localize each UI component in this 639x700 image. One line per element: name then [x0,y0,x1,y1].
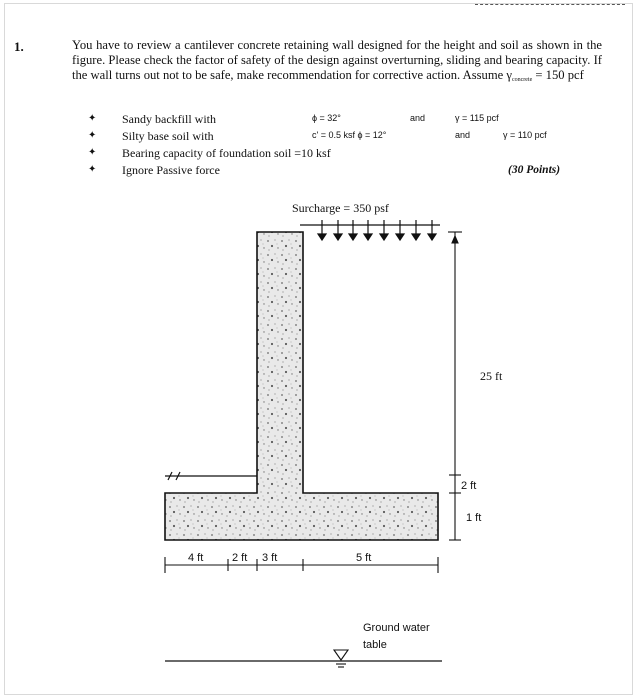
bullet-icon: ✦ [88,113,97,124]
bullet-silty-label: Silty base soil with [122,129,214,143]
width-label-stem-lower: 2 ft [232,552,248,564]
width-label-heel: 5 ft [356,552,372,564]
bullet-sandy-phi: ϕ = 32° [312,113,341,123]
surcharge-label: Surcharge = 350 psf [292,201,389,215]
width-dimension [165,557,438,573]
gamma-value: = 150 pcf [532,68,584,82]
bullet-silty-and: and [455,130,471,140]
bullet-icon: ✦ [88,130,97,141]
bullet-sandy-and: and [410,113,426,123]
retaining-wall-concrete [165,232,438,540]
upper-dim-label: 2 ft [461,480,477,492]
bullet-icon: ✦ [88,147,97,158]
bullet-silty-gamma: γ = 110 pcf [503,130,547,140]
gwt-label-line1: Ground water [363,622,430,634]
height-dimension [448,232,462,540]
width-label-stem: 3 ft [262,552,278,564]
footing-thickness-label: 1 ft [466,512,482,524]
water-table-icon [334,650,348,667]
question-number: 1. [14,39,24,54]
height-label: 25 ft [480,369,503,383]
gwt-label-line2: table [363,639,387,651]
width-label-toe: 4 ft [188,552,204,564]
bullet-sandy-label: Sandy backfill with [122,112,216,126]
gamma-subscript: concrete [511,77,533,83]
bullet-bearing-label: Bearing capacity of foundation soil =10 ksf [122,146,331,160]
bullet-silty-params: c' = 0.5 ksf ϕ = 12° [312,130,387,140]
points-label: (30 Points) [508,164,561,176]
bullet-passive-label: Ignore Passive force [122,163,220,177]
question-text: You have to review a cantilever concrete retaining wall designed for the height and soil as shown in the figure. Please check the factor of safety of the design against overturning, sliding and bearing capacity. If the wall turns out not to be safe, make recommendation for corrective action. Assume [72,38,602,82]
surcharge-arrows [300,220,440,240]
bullet-sandy-gamma: γ = 115 pcf [455,113,499,123]
bullet-icon: ✦ [88,164,97,175]
gamma-symbol: γ [506,68,512,82]
front-ground-line [165,472,257,480]
